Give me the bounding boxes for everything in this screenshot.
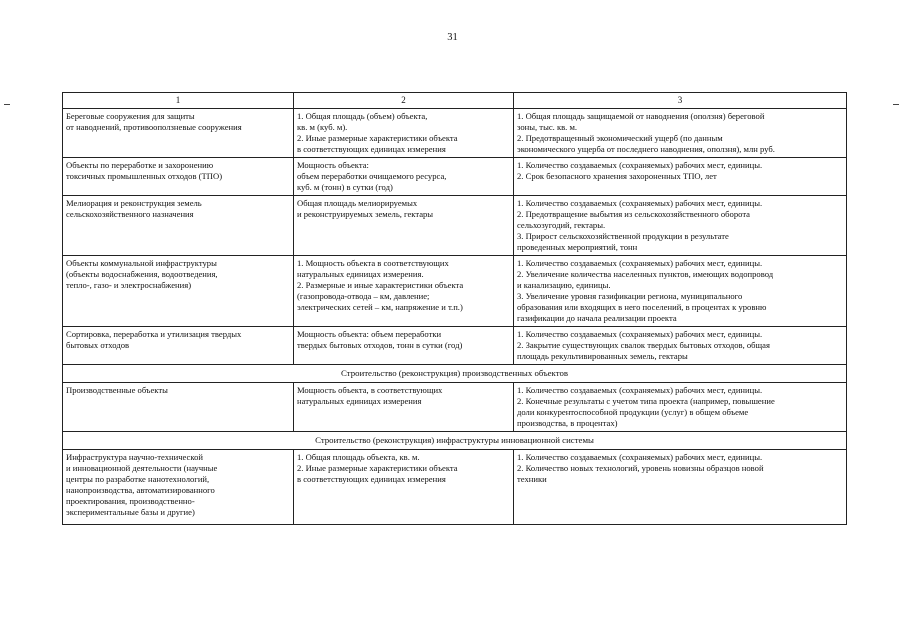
capacity-cell: 1. Общая площадь (объем) объекта, кв. м (куб. м). 2. Иные размерные характеристики объекта в соответствующих единицах измерения [294,109,514,158]
capacity-cell: Мощность объекта: объем переработки очищаемого ресурса, куб. м (тонн) в сутки (год) [294,158,514,196]
result-cell: 1. Количество создаваемых (сохраняемых) рабочих мест, единицы. 2. Срок безопасного хранения захороненных ТПО, лет [514,158,847,196]
section-row [63,432,847,450]
object-type-cell: Мелиорация и реконструкция земель сельскохозяйственного назначения [63,196,294,256]
header-cell: 2 [294,93,514,109]
result-cell: 1. Количество создаваемых (сохраняемых) рабочих мест, единицы. 2. Конечные результаты с учетом типа проекта (например, повышение доли конкурентоспособной продукции (услуг) в общем объеме производства, в процентах) [514,383,847,432]
section-heading: Строительство (реконструкция) инфраструктуры инновационной системы [63,432,847,450]
object-type-cell: Береговые сооружения для защиты от наводнений, противооползневые сооружения [63,109,294,158]
capacity-cell: Мощность объекта, в соответствующих натуральных единицах измерения [294,383,514,432]
header-cell: 3 [514,93,847,109]
capacity-cell: Мощность объекта: объем переработки твердых бытовых отходов, тонн в сутки (год) [294,327,514,365]
margin-mark-right [893,104,899,105]
object-type-cell: Объекты коммунальной инфраструктуры (объекты водоснабжения, водоотведения, тепло-, газо- и электроснабжения) [63,256,294,327]
result-cell: 1. Количество создаваемых (сохраняемых) рабочих мест, единицы. 2. Закрытие существующих свалок твердых бытовых отходов, общая площадь рекультивированных земель, гектары [514,327,847,365]
page-number: 31 [447,32,458,43]
table-row [63,196,847,256]
section-row [63,365,847,383]
result-cell: 1. Количество создаваемых (сохраняемых) рабочих мест, единицы. 2. Предотвращение выбытия из сельскохозяйственного оборота сельхозугодий, гектары. 3. Прирост сельскохозяйственной продукции в результате проведенных мероприятий, тонн [514,196,847,256]
table-row [63,158,847,196]
table-row [63,383,847,432]
object-type-cell: Объекты по переработке и захоронению токсичных промышленных отходов (ТПО) [63,158,294,196]
object-type-cell: Производственные объекты [63,383,294,432]
table-row [63,450,847,525]
capacity-cell: 1. Общая площадь объекта, кв. м. 2. Иные размерные характеристики объекта в соответствующих единицах измерения [294,450,514,525]
capacity-cell: 1. Мощность объекта в соответствующих натуральных единицах измерения. 2. Размерные и иные характеристики объекта (газопровода-отвода – км, давление; электрических сетей – км, напряжение и т.п.) [294,256,514,327]
section-heading: Строительство (реконструкция) производственных объектов [63,365,847,383]
table-row [63,109,847,158]
header-cell: 1 [63,93,294,109]
result-cell: 1. Количество создаваемых (сохраняемых) рабочих мест, единицы. 2. Количество новых технологий, уровень новизны образцов новой техники [514,450,847,525]
object-type-cell: Сортировка, переработка и утилизация твердых бытовых отходов [63,327,294,365]
margin-mark-left [4,104,10,105]
table-row [63,256,847,327]
result-cell: 1. Количество создаваемых (сохраняемых) рабочих мест, единицы. 2. Увеличение количества населенных пунктов, имеющих водопровод и канализацию, единицы. 3. Увеличение уровня газификации региона, муниципального образования или входящих в него поселений, в процентах к уровню газификации до начала реализации проекта [514,256,847,327]
table-row [63,327,847,365]
header-row [63,93,847,109]
result-cell: 1. Общая площадь защищаемой от наводнения (оползня) береговой зоны, тыс. кв. м. 2. Предотвращенный экономический ущерб (по данным экономического ущерба от последнего наводнения, оползня), млн руб. [514,109,847,158]
capacity-cell: Общая площадь мелиорируемых и реконструируемых земель, гектары [294,196,514,256]
object-type-cell: Инфраструктура научно-технической и инновационной деятельности (научные центры по разработке нанотехнологий, нанопроизводства, автоматизированного проектирования, производственно- экспериментальные базы и другие) [63,450,294,525]
indicators-table [62,92,847,525]
